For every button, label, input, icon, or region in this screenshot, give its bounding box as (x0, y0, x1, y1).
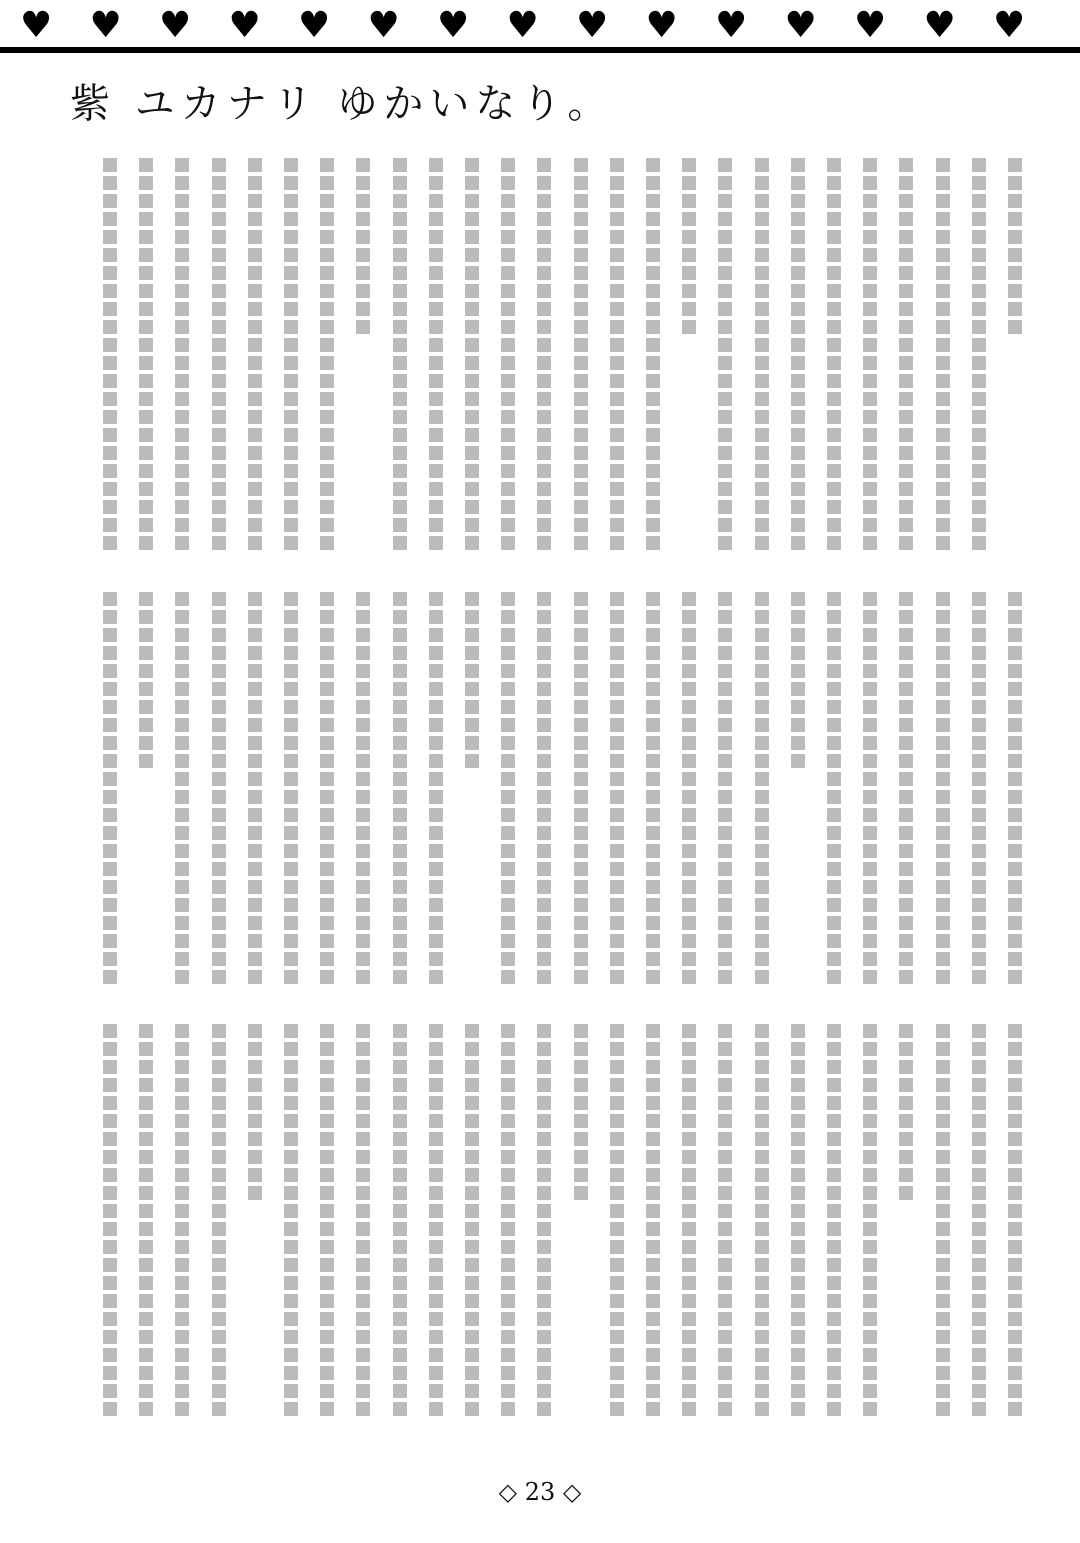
text-column (682, 158, 696, 334)
text-column (574, 1024, 588, 1202)
text-column (393, 158, 407, 550)
text-column (755, 1024, 769, 1419)
text-column (465, 592, 479, 768)
text-column (718, 158, 732, 550)
text-column (501, 1024, 515, 1419)
text-column (610, 592, 624, 984)
text-column (248, 1024, 262, 1202)
text-column (791, 158, 805, 550)
text-column (248, 592, 262, 984)
text-column (139, 1024, 153, 1419)
text-column (827, 1024, 841, 1419)
heart-icon: ♥ (645, 5, 678, 46)
heart-border-row (0, 6, 1080, 46)
text-column (537, 1024, 551, 1419)
text-column (574, 158, 588, 550)
text-column (175, 158, 189, 550)
text-column (465, 158, 479, 550)
heart-icon: ♥ (993, 5, 1026, 46)
text-column (936, 158, 950, 550)
text-column (356, 158, 370, 334)
text-column (537, 158, 551, 550)
text-block-bottom (70, 1024, 1030, 1419)
text-column (429, 158, 443, 550)
page-title: 紫 ユカナリ ゆかいなり。 (70, 81, 614, 127)
text-column (972, 1024, 986, 1419)
text-column (574, 592, 588, 984)
text-column (320, 1024, 334, 1419)
text-column (791, 1024, 805, 1419)
text-column (899, 592, 913, 984)
text-column (356, 1024, 370, 1419)
text-column (212, 1024, 226, 1419)
text-column (755, 158, 769, 550)
heart-icon: ♥ (367, 5, 400, 46)
text-column (429, 1024, 443, 1419)
text-column (393, 592, 407, 984)
text-column (899, 1024, 913, 1202)
text-column (501, 158, 515, 550)
text-column (393, 1024, 407, 1419)
text-column (610, 158, 624, 550)
text-column (212, 592, 226, 984)
text-block-middle (70, 592, 1030, 984)
text-column (863, 592, 877, 984)
text-column (429, 592, 443, 984)
text-column (682, 592, 696, 984)
text-column (284, 1024, 298, 1419)
text-column (103, 1024, 117, 1419)
text-column (646, 158, 660, 550)
text-column (972, 592, 986, 984)
heart-icon: ♥ (576, 5, 609, 46)
text-column (827, 592, 841, 984)
text-column (248, 158, 262, 550)
text-column (537, 592, 551, 984)
text-column (646, 592, 660, 984)
heart-icon: ♥ (89, 5, 122, 46)
text-column (863, 1024, 877, 1419)
heart-icon: ♥ (159, 5, 192, 46)
text-column (212, 158, 226, 550)
text-column (320, 592, 334, 984)
text-column (284, 592, 298, 984)
text-column (356, 592, 370, 984)
text-column (791, 592, 805, 768)
text-column (103, 158, 117, 550)
heart-icon: ♥ (298, 5, 331, 46)
heart-icon: ♥ (923, 5, 956, 46)
page-number: ◇ 23 ◇ (498, 1478, 582, 1506)
heart-icon: ♥ (715, 5, 748, 46)
text-column (863, 158, 877, 550)
text-column (139, 158, 153, 550)
heart-icon: ♥ (437, 5, 470, 46)
text-column (284, 158, 298, 550)
text-column (718, 592, 732, 984)
text-column (103, 592, 117, 984)
text-column (1008, 158, 1022, 334)
heart-icon: ♥ (854, 5, 887, 46)
text-block-top (70, 158, 1030, 550)
text-column (610, 1024, 624, 1419)
heart-icon: ♥ (506, 5, 539, 46)
text-column (646, 1024, 660, 1419)
text-column (718, 1024, 732, 1419)
heart-icon: ♥ (228, 5, 261, 46)
heart-icon: ♥ (20, 5, 53, 46)
text-column (501, 592, 515, 984)
text-column (175, 592, 189, 984)
text-column (936, 1024, 950, 1419)
text-column (465, 1024, 479, 1419)
text-column (175, 1024, 189, 1419)
text-column (899, 158, 913, 550)
text-column (827, 158, 841, 550)
text-column (139, 592, 153, 768)
text-column (936, 592, 950, 984)
text-column (972, 158, 986, 550)
text-column (1008, 1024, 1022, 1419)
heart-icon: ♥ (784, 5, 817, 46)
text-column (320, 158, 334, 550)
text-column (682, 1024, 696, 1419)
header-rule (0, 47, 1080, 53)
text-column (1008, 592, 1022, 984)
text-column (755, 592, 769, 984)
